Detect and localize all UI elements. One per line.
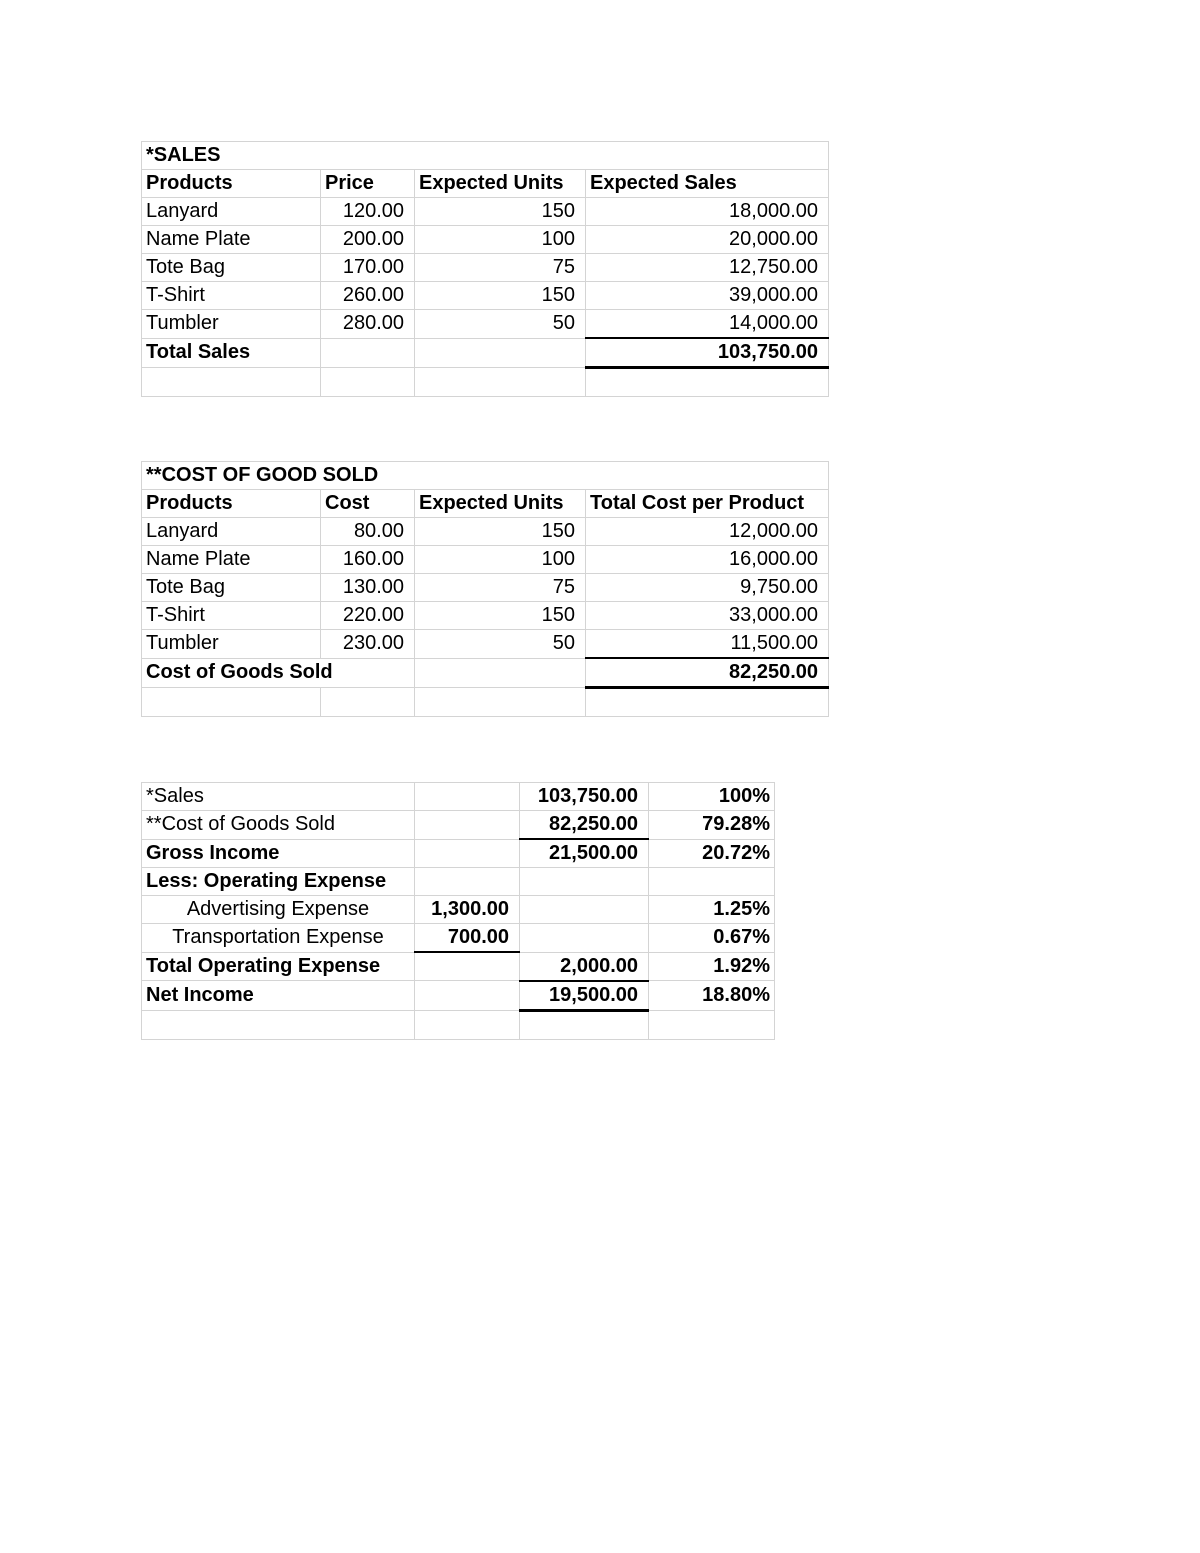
sales-cell: 14,000.00 (586, 310, 829, 339)
table-row (142, 896, 775, 924)
transportation-value: 700.00 (415, 924, 520, 953)
column-header: Expected Units (415, 170, 586, 198)
product-cell: Tote Bag (142, 574, 321, 602)
cost-cell: 230.00 (321, 630, 415, 659)
cost-cell: 220.00 (321, 602, 415, 630)
table-row (142, 254, 829, 282)
table-row (142, 868, 775, 896)
units-cell: 150 (415, 518, 586, 546)
table-row (142, 783, 775, 811)
table-row (142, 574, 829, 602)
less-opex-label: Less: Operating Expense (142, 868, 415, 896)
column-header: Expected Sales (586, 170, 829, 198)
product-cell: Name Plate (142, 546, 321, 574)
advertising-value: 1,300.00 (415, 896, 520, 924)
net-income-value: 19,500.00 (520, 981, 649, 1011)
total-opex-label: Total Operating Expense (142, 952, 415, 981)
units-cell: 150 (415, 198, 586, 226)
product-cell: Tote Bag (142, 254, 321, 282)
table-row (142, 198, 829, 226)
gross-income-value: 21,500.00 (520, 839, 649, 868)
units-cell: 150 (415, 282, 586, 310)
sales-cell: 18,000.00 (586, 198, 829, 226)
transportation-label: Transportation Expense (142, 924, 415, 953)
sales-value: 103,750.00 (520, 783, 649, 811)
price-cell: 170.00 (321, 254, 415, 282)
table-row (142, 602, 829, 630)
column-header: Products (142, 490, 321, 518)
product-cell: Tumbler (142, 310, 321, 339)
table-row (142, 546, 829, 574)
table-row (142, 630, 829, 659)
product-cell: T-Shirt (142, 602, 321, 630)
sales-title: *SALES (142, 142, 829, 170)
sales-pct: 100% (649, 783, 775, 811)
column-header: Expected Units (415, 490, 586, 518)
price-cell: 260.00 (321, 282, 415, 310)
cost-cell: 80.00 (321, 518, 415, 546)
price-cell: 280.00 (321, 310, 415, 339)
cogs-table (141, 461, 829, 717)
column-header: Total Cost per Product (586, 490, 829, 518)
total-cost-cell: 16,000.00 (586, 546, 829, 574)
cogs-value: 82,250.00 (520, 811, 649, 840)
total-cost-cell: 33,000.00 (586, 602, 829, 630)
units-cell: 75 (415, 574, 586, 602)
sales-cell: 12,750.00 (586, 254, 829, 282)
units-cell: 50 (415, 630, 586, 659)
product-cell: Lanyard (142, 518, 321, 546)
total-row (142, 658, 829, 688)
product-cell: Tumbler (142, 630, 321, 659)
sales-header-row (142, 170, 829, 198)
price-cell: 120.00 (321, 198, 415, 226)
table-row (142, 811, 775, 840)
sales-table (141, 141, 829, 397)
cost-cell: 130.00 (321, 574, 415, 602)
table-row (142, 518, 829, 546)
sales-cell: 39,000.00 (586, 282, 829, 310)
total-label: Cost of Goods Sold (142, 658, 415, 688)
cogs-label: **Cost of Goods Sold (142, 811, 415, 840)
table-row (142, 282, 829, 310)
total-value: 82,250.00 (586, 658, 829, 688)
product-cell: Name Plate (142, 226, 321, 254)
table-row (142, 924, 775, 953)
column-header: Products (142, 170, 321, 198)
units-cell: 150 (415, 602, 586, 630)
total-cost-cell: 9,750.00 (586, 574, 829, 602)
advertising-pct: 1.25% (649, 896, 775, 924)
cogs-pct: 79.28% (649, 811, 775, 840)
units-cell: 50 (415, 310, 586, 339)
total-value: 103,750.00 (586, 338, 829, 368)
net-income-label: Net Income (142, 981, 415, 1011)
total-cost-cell: 12,000.00 (586, 518, 829, 546)
column-header: Cost (321, 490, 415, 518)
gross-income-pct: 20.72% (649, 839, 775, 868)
net-income-pct: 18.80% (649, 981, 775, 1011)
gross-income-label: Gross Income (142, 839, 415, 868)
cogs-title: **COST OF GOOD SOLD (142, 462, 829, 490)
advertising-label: Advertising Expense (142, 896, 415, 924)
table-row (142, 310, 829, 339)
product-cell: T-Shirt (142, 282, 321, 310)
price-cell: 200.00 (321, 226, 415, 254)
income-statement-table (141, 782, 775, 1040)
sales-cell: 20,000.00 (586, 226, 829, 254)
cost-cell: 160.00 (321, 546, 415, 574)
table-row (142, 839, 775, 868)
product-cell: Lanyard (142, 198, 321, 226)
table-row (142, 226, 829, 254)
total-cost-cell: 11,500.00 (586, 630, 829, 659)
transportation-pct: 0.67% (649, 924, 775, 953)
sales-label: *Sales (142, 783, 415, 811)
units-cell: 75 (415, 254, 586, 282)
units-cell: 100 (415, 226, 586, 254)
units-cell: 100 (415, 546, 586, 574)
column-header: Price (321, 170, 415, 198)
cogs-header-row (142, 490, 829, 518)
table-row (142, 952, 775, 981)
table-row (142, 981, 775, 1011)
total-opex-value: 2,000.00 (520, 952, 649, 981)
total-row (142, 338, 829, 368)
total-opex-pct: 1.92% (649, 952, 775, 981)
total-label: Total Sales (142, 338, 321, 368)
